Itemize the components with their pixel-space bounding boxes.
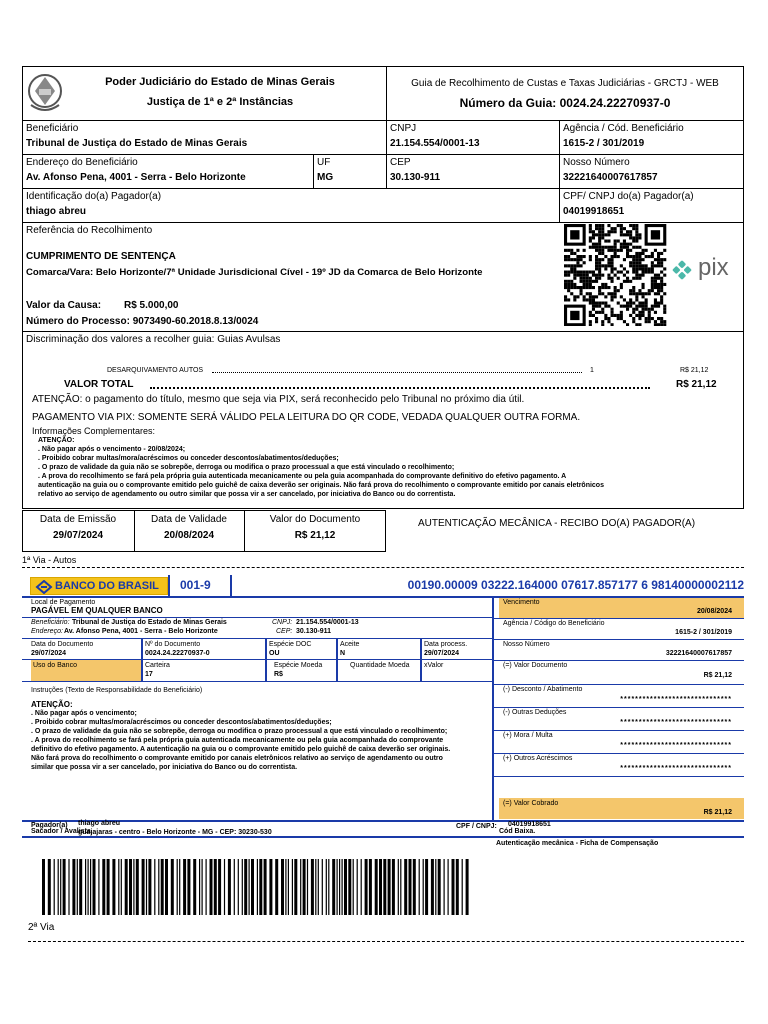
- outros-acrescimos-label: (+) Outros Acréscimos: [503, 755, 573, 762]
- cpf-label: CPF/ CNPJ do(a) Pagador(a): [563, 191, 694, 202]
- pagador-value: thiago abreu: [26, 206, 87, 217]
- item-desarquivamento: DESARQUIVAMENTO AUTOS: [107, 367, 204, 374]
- agencia-label: Agência / Cód. Beneficiário: [563, 123, 684, 134]
- info-complementares-label: Informações Complementares:: [32, 426, 156, 436]
- instr-linha-4: . A prova do recolhimento se fará pela própria guia autenticada mecanicamente ou pela guia acompanhada do comprovante: [31, 737, 444, 744]
- linha-digitavel: 00190.00009 03222.164000 07617.857177 6 98140000002112: [407, 578, 744, 592]
- boleto-cep-label: CEP:: [276, 628, 293, 635]
- pix-logo: [670, 256, 742, 284]
- valor-causa-value: R$ 5.000,00: [124, 300, 179, 311]
- pix-aviso: PAGAMENTO VIA PIX: SOMENTE SERÁ VÁLIDO PELA LEITURA DO QR CODE, VEDADA QUALQUER OUTRA FORMA.: [32, 412, 581, 423]
- referencia-label: Referência do Recolhimento: [26, 225, 153, 236]
- info-linha-1: . Não pagar após o vencimento - 20/08/2024;: [38, 446, 186, 453]
- instr-linha-2: . Proibido cobrar multas/mora/acréscimos ou conceder descontos/abatimentos/deduções;: [31, 719, 332, 726]
- valor-cobrado-label: (=) Valor Cobrado: [503, 800, 559, 807]
- atencao-titulo: ATENÇÃO: o pagamento do título, mesmo que seja via PIX, será reconhecido pelo Tribunal no próximo dia útil.: [32, 394, 525, 405]
- info-linha-4: . A prova do recolhimento se fará pela própria guia autenticada mecanicamente ou pela guia acompanhada do comprovante definitivo do efetivo pagamento. A: [38, 473, 567, 480]
- instr-linha-6: Não fará prova do recolhimento o comprovante emitido por canais eletrônicos relativo ao serviço de agendamento ou outro: [31, 755, 443, 762]
- emissao-label: Data de Emissão: [39, 514, 117, 525]
- header-right-title: Guia de Recolhimento de Custas e Taxas Judiciárias - GRCTJ - WEB: [411, 78, 719, 89]
- data-proc-label: Data process.: [424, 641, 468, 648]
- benef-label: Beneficiário:: [31, 619, 70, 626]
- boleto-cep-value: 30.130-911: [296, 628, 332, 635]
- boleto-cpf-label: CPF / CNPJ:: [456, 823, 497, 830]
- bb-logo-icon: [35, 580, 53, 594]
- valor-documento-label: (=) Valor Documento: [503, 662, 568, 669]
- agencia-value: 1615-2 / 301/2019: [563, 138, 645, 149]
- cod-baixa: Cód Baixa.: [499, 828, 536, 835]
- info-linha-5: autenticação na guia ou o comprovante emitido pelo guichê de caixa deverão ser originais. Não fará prova do recolhimento o comprovante emitido por canais eletrônicos: [38, 482, 604, 489]
- banco-codigo: 001-9: [180, 578, 211, 592]
- desconto-stars: ******************************: [620, 696, 732, 703]
- mora-stars: ******************************: [620, 742, 732, 749]
- instr-linha-1: . Não pagar após o vencimento;: [31, 710, 137, 717]
- pagador-label: Identificação do(a) Pagador(a): [26, 191, 162, 202]
- referencia-comarca: Comarca/Vara: Belo Horizonte/7ª Unidade Jurisdicional Cível - 19º JD da Comarca de Belo Horizonte: [26, 267, 483, 278]
- endereco-label: Endereço do Beneficiário: [26, 157, 138, 168]
- item-dots: [212, 365, 582, 373]
- num-doc-label: Nº do Documento: [145, 641, 201, 648]
- aceite-value: N: [340, 650, 346, 657]
- total-valor: R$ 21,12: [676, 379, 717, 390]
- header-line2: Justiça de 1ª e 2ª Instâncias: [146, 96, 294, 108]
- boleto-cnpj-value: 21.154.554/0001-13: [296, 619, 359, 626]
- instr-linha-5: definitivo do efetivo pagamento. A autenticação na guia ou o comprovante emitido pelo guichê de caixa deverão ser originais.: [31, 746, 451, 753]
- qr-code-icon: [564, 224, 670, 326]
- agencia-cod-value: 1615-2 / 301/2019: [675, 629, 732, 636]
- total-dots: [150, 381, 650, 389]
- cut-line-2: [28, 941, 744, 942]
- data-proc-value: 29/07/2024: [424, 650, 460, 657]
- via1-label: 1ª Via - Autos: [22, 555, 77, 565]
- agencia-cod-label: Agência / Código do Beneficiário: [503, 620, 605, 627]
- info-linha-3: . O prazo de validade da guia não se sobrepõe, derroga ou modifica o prazo processual a que está vinculado o recolhimento;: [38, 464, 455, 471]
- beneficiario-label: Beneficiário: [26, 123, 79, 134]
- aceite-label: Aceite: [340, 641, 360, 648]
- desconto-label: (-) Desconto / Abatimento: [503, 686, 583, 693]
- especie-doc-value: OU: [269, 650, 280, 657]
- boleto-pagador-end: guajajaras - centro - Belo Horizonte - MG - CEP: 30230-530: [78, 829, 272, 836]
- cnpj-value: 21.154.554/0001-13: [390, 138, 480, 149]
- referencia-titulo: CUMPRIMENTO DE SENTENÇA: [26, 251, 176, 262]
- via2-label: 2ª Via: [28, 922, 55, 933]
- vencimento-value: 20/08/2024: [696, 608, 732, 615]
- pagador-bottom-bar: [22, 836, 744, 838]
- uf-label: UF: [317, 157, 331, 168]
- carteira-value: 17: [145, 671, 153, 678]
- instr-linha-3: . O prazo de validade da guia não se sobrepõe, derroga ou modifica o prazo processual a que está vinculado o recolhimento;: [31, 728, 448, 735]
- guia-header: [22, 66, 744, 121]
- autenticacao-mecanica: AUTENTICAÇÃO MECÂNICA - RECIBO DO(A) PAGADOR(A): [418, 518, 696, 529]
- valor-doc-label: Valor do Documento: [269, 514, 361, 525]
- outras-deducoes-stars: ******************************: [620, 719, 732, 726]
- nosso-value: 32221640007617857: [665, 650, 732, 657]
- end-label: Endereço:: [31, 628, 63, 635]
- cep-value: 30.130-911: [390, 172, 441, 183]
- right-col-divider: [492, 596, 494, 820]
- info-linha-2: . Proibido cobrar multas/mora/acréscimos ou conceder descontos/abatimentos/deduções;: [38, 455, 339, 462]
- boleto-cpf-value: 04019918651: [508, 821, 551, 828]
- cpf-value: 04019918651: [563, 206, 625, 217]
- valor-cobrado-value: R$ 21,12: [703, 809, 732, 816]
- total-label: VALOR TOTAL: [64, 379, 134, 390]
- autenticacao-ficha: Autenticação mecânica - Ficha de Compensação: [496, 840, 659, 847]
- mora-label: (+) Mora / Multa: [503, 732, 553, 739]
- outras-deducoes-label: (-) Outras Deduções: [503, 709, 567, 716]
- pagador-top-bar: [22, 820, 744, 822]
- pix-text: pix: [698, 254, 729, 281]
- cep-label: CEP: [390, 157, 411, 168]
- valor-documento-value: R$ 21,12: [703, 672, 732, 679]
- info-linha-6: relativo ao serviço de agendamento ou outro similar que possa vir a ser cancelado, por iniciativa do Banco ou do correntista.: [38, 491, 456, 498]
- numero-processo: Número do Processo: 9073490-60.2018.8.13/0024: [26, 316, 259, 327]
- instr-atencao: ATENÇÃO:: [31, 700, 73, 709]
- vencimento-label: Vencimento: [503, 599, 540, 606]
- sacador-avalista-row: Sacador / Avalista: [31, 828, 91, 835]
- endereco-value: Av. Afonso Pena, 4001 - Serra - Belo Horizonte: [26, 172, 246, 183]
- boleto-pagador-nome: thiago abreu: [78, 820, 121, 827]
- data-doc-value: 29/07/2024: [31, 650, 67, 657]
- nosso-label: Nosso Número: [503, 641, 550, 648]
- nosso-numero-value: 32221640007617857: [563, 172, 658, 183]
- uf-value: MG: [317, 172, 334, 183]
- bb-logo: [30, 577, 168, 595]
- uso-banco-label: Uso do Banco: [33, 662, 77, 669]
- instrucoes-label: Instruções (Texto de Responsabilidade do Beneficiário): [31, 687, 203, 694]
- validade-label: Data de Validade: [151, 514, 227, 525]
- emissao-value: 29/07/2024: [52, 530, 104, 541]
- cut-line-1: [22, 567, 744, 568]
- especie-doc-label: Espécie DOC: [269, 641, 312, 648]
- header-divider: [386, 66, 387, 121]
- boleto-pagador-label: Pagador(a): [31, 822, 68, 829]
- info-atencao: ATENÇÃO:: [38, 437, 75, 444]
- item-valor: R$ 21,12: [680, 367, 709, 374]
- qtd-moeda-label: Quantidade Moeda: [350, 662, 410, 669]
- especie-moeda-label: Espécie Moeda: [274, 662, 323, 669]
- data-doc-label: Data do Documento: [31, 641, 94, 648]
- valor-causa-label: Valor da Causa:: [26, 300, 102, 311]
- valor-doc-value: R$ 21,12: [294, 530, 336, 541]
- discriminacao-label: Discriminação dos valores a recolher guia: Guias Avulsas: [26, 334, 281, 345]
- local-label: Local de Pagamento: [31, 599, 96, 606]
- item-qtd: 1: [590, 367, 594, 374]
- boleto-cnpj-label: CNPJ:: [272, 619, 293, 626]
- xvalor-label: xValor: [424, 662, 444, 669]
- banco-nome: BANCO DO BRASIL: [55, 580, 159, 592]
- especie-moeda-value: R$: [274, 671, 283, 678]
- end-value: Av. Afonso Pena, 4001 - Serra - Belo Horizonte: [64, 628, 218, 635]
- instr-linha-7: similar que possa vir a ser cancelado, por iniciativa do Banco ou do correntista.: [31, 764, 298, 771]
- outros-acrescimos-stars: ******************************: [620, 765, 732, 772]
- numero-guia: Número da Guia: 0024.24.22270937-0: [459, 96, 671, 110]
- carteira-label: Carteira: [145, 662, 170, 669]
- benef-value: Tribunal de Justiça do Estado de Minas Gerais: [72, 619, 227, 626]
- num-doc-value: 0024.24.22270937-0: [145, 650, 210, 657]
- validade-value: 20/08/2024: [163, 530, 215, 541]
- cnpj-label: CNPJ: [390, 123, 417, 134]
- barcode: [42, 859, 474, 915]
- header-line1: Poder Judiciário do Estado de Minas Gerais: [105, 76, 335, 88]
- coat-of-arms-icon: [25, 69, 65, 115]
- nosso-numero-label: Nosso Número: [563, 157, 630, 168]
- local-value: PAGÁVEL EM QUALQUER BANCO: [31, 606, 163, 615]
- beneficiario-value: Tribunal de Justiça do Estado de Minas Gerais: [26, 138, 248, 149]
